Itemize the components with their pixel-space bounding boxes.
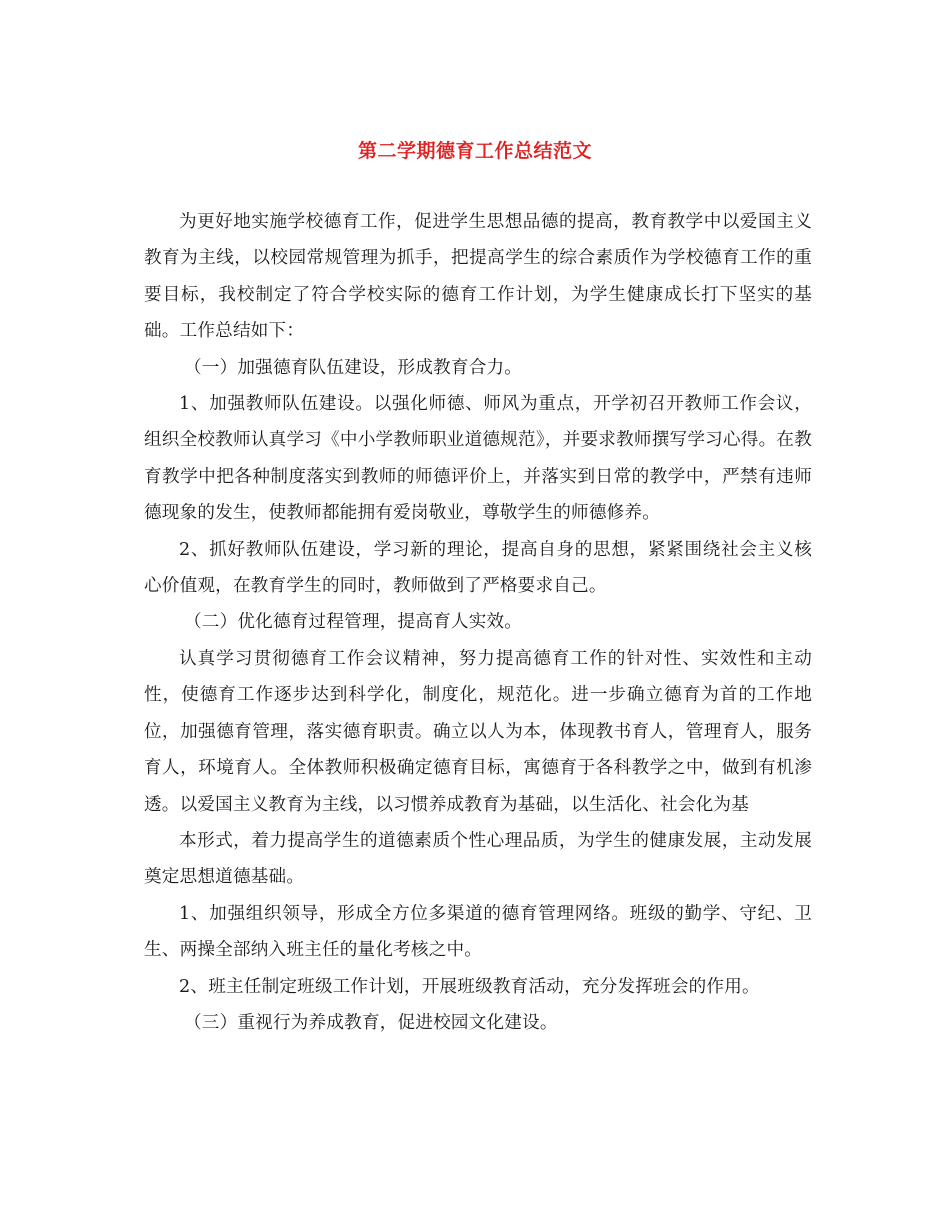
paragraph-item-2-1: 1、加强组织领导，形成全方位多渠道的德育管理网络。班级的勤学、守纪、卫生、两操全部纳入班主任的量化考核之中。 [144,903,812,961]
document-body [144,204,812,1041]
section-heading-3: （三）重视行为养成教育，促进校园文化建设。 [184,1012,558,1033]
paragraph-intro: 为更好地实施学校德育工作，促进学生思想品德的提高，教育教学中以爱国主义教育为主线，以校园常规管理为抓手，把提高学生的综合素质作为学校德育工作的重要目标，我校制定了符合学校实际的德育工作计划，为学生健康成长打下坚实的基础。工作总结如下： [144,212,812,342]
paragraph-section-2-continued: 本形式，着力提高学生的道德素质个性心理品质，为学生的健康发展，主动发展奠定思想道德基础。 [144,830,812,888]
section-heading-2: （二）优化德育过程管理，提高育人实效。 [184,612,523,633]
paragraph-item-2-2: 2、班主任制定班级工作计划，开展班级教育活动，充分发挥班会的作用。 [179,976,760,997]
paragraph-item-1-1: 1、加强教师队伍建设。以强化师德、师风为重点，开学初召开教师工作会议，组织全校教师认真学习《中小学教师职业道德规范》，并要求教师撰写学习心得。在教育教学中把各种制度落实到教师的师德评价上，并落实到日常的教学中，严禁有违师德现象的发生，使教师都能拥有爱岗敬业，尊敬学生的师德修养。 [144,394,812,524]
paragraph-item-1-2: 2、抓好教师队伍建设，学习新的理论，提高自身的思想，紧紧围绕社会主义核心价值观，在教育学生的同时，教师做到了严格要求自己。 [144,539,812,597]
section-heading-1: （一）加强德育队伍建设，形成教育合力。 [184,357,523,378]
document-title: 第二学期德育工作总结范文 [357,140,592,162]
paragraph-section-2-body: 认真学习贯彻德育工作会议精神，努力提高德育工作的针对性、实效性和主动性，使德育工作逐步达到科学化，制度化，规范化。进一步确立德育为首的工作地位，加强德育管理，落实德育职责。确立以人为本，体现教书育人，管理育人，服务育人，环境育人。全体教师积极确定德育目标，寓德育于各科教学之中，做到有机渗透。以爱国主义教育为主线，以习惯养成教育为基础，以生活化、社会化为基 [144,648,812,815]
